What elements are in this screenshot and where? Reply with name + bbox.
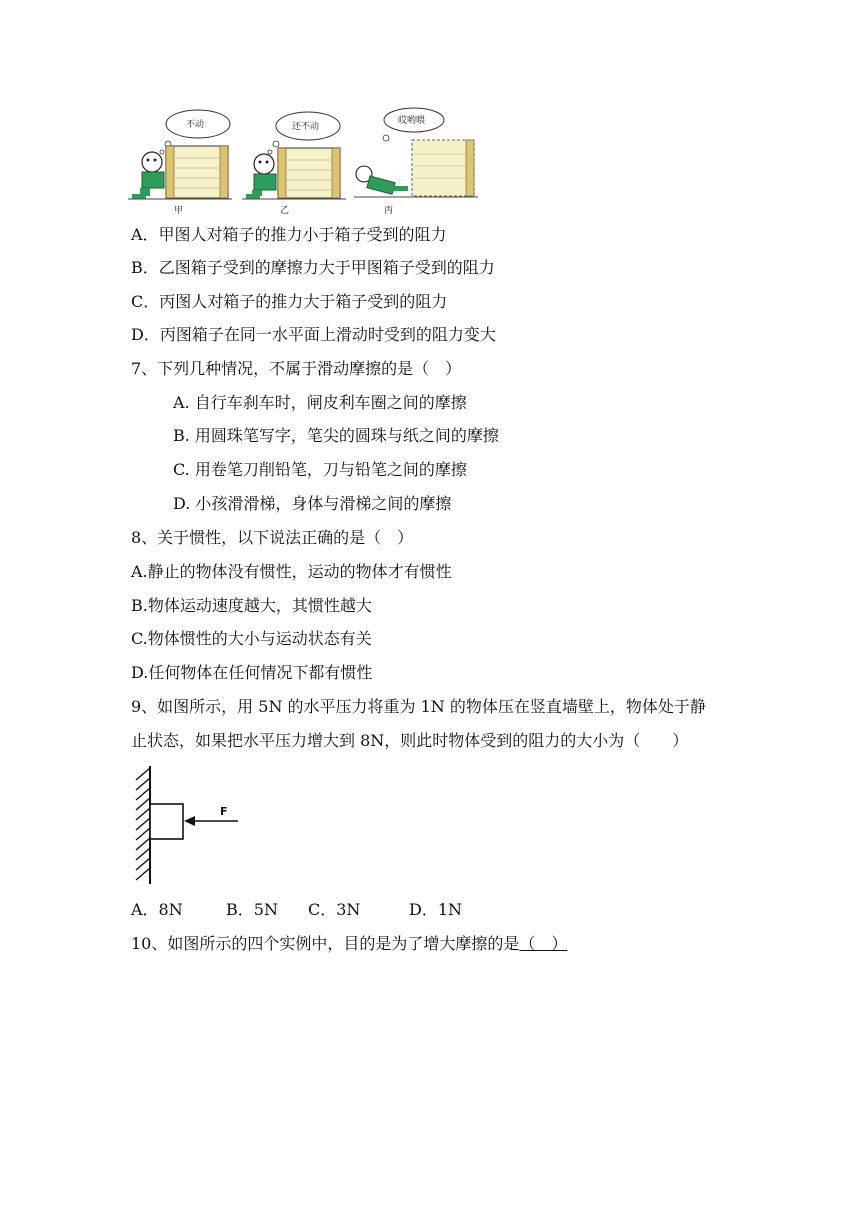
q7-option-d: D. 小孩滑滑梯，身体与滑梯之间的摩擦 bbox=[173, 494, 452, 513]
q8-stem: 8、关于惯性，以下说法正确的是（ ） bbox=[131, 528, 414, 547]
caption-yi: 乙 bbox=[280, 206, 290, 216]
q9-option-d: D．1N bbox=[409, 900, 463, 919]
q9-option-b: B．5N bbox=[226, 900, 278, 919]
q7-option-a: A. 自行车刹车时，闸皮利车圈之间的摩擦 bbox=[173, 393, 467, 412]
force-label: F bbox=[220, 805, 228, 818]
bubble-text-1: 不动 bbox=[186, 120, 205, 130]
q10-answer-blank: （ ） bbox=[519, 934, 568, 953]
q8-option-c: C.物体惯性的大小与运动状态有关 bbox=[131, 629, 372, 648]
q8-option-a: A.静止的物体没有惯性，运动的物体才有惯性 bbox=[131, 562, 452, 581]
q6-option-a: A．甲图人对箱子的推力小于箱子受到的阻力 bbox=[131, 225, 447, 244]
wall-block-figure bbox=[128, 762, 248, 890]
block bbox=[150, 804, 183, 839]
q9-stem-line2: 止状态，如果把水平压力增大到 8N，则此时物体受到的阻力的大小为（ ） bbox=[131, 731, 689, 750]
q6-option-c: C．丙图人对箱子的推力大于箱子受到的阻力 bbox=[131, 292, 448, 311]
caption-bing: 丙 bbox=[384, 206, 394, 216]
panel-jia bbox=[128, 110, 232, 216]
q6-option-b: B．乙图箱子受到的摩擦力大于甲图箱子受到的阻力 bbox=[131, 258, 495, 277]
panel-bing bbox=[354, 108, 478, 216]
q10-stem bbox=[131, 934, 567, 954]
panel-yi bbox=[242, 112, 346, 216]
caption-jia: 甲 bbox=[174, 206, 184, 216]
bubble-text-2: 还不动 bbox=[292, 122, 320, 132]
q6-option-d: D．丙图箱子在同一水平面上滑动时受到的阻力变大 bbox=[131, 325, 496, 344]
push-box-figure bbox=[128, 106, 488, 218]
q7-option-b: B. 用圆珠笔写字，笔尖的圆珠与纸之间的摩擦 bbox=[173, 426, 499, 445]
q8-option-d: D.任何物体在任何情况下都有惯性 bbox=[131, 663, 373, 682]
q9-option-a: A．8N bbox=[131, 900, 183, 919]
q8-option-b: B.物体运动速度越大，其惯性越大 bbox=[131, 596, 372, 615]
q10-stem-text: 10、如图所示的四个实例中，目的是为了增大摩擦的是 bbox=[131, 934, 520, 953]
q9-option-c: C．3N bbox=[308, 900, 361, 919]
wall-hatching bbox=[136, 768, 150, 880]
force-arrowhead bbox=[184, 816, 195, 826]
bubble-text-3: 哎哟喂 bbox=[398, 116, 426, 126]
q9-stem-line1: 9、如图所示，用 5N 的水平压力将重为 1N 的物体压在竖直墙壁上，物体处于静 bbox=[131, 697, 706, 716]
q7-stem: 7、下列几种情况，不属于滑动摩擦的是（ ） bbox=[131, 359, 462, 378]
q7-option-c: C. 用卷笔刀削铅笔，刀与铅笔之间的摩擦 bbox=[173, 460, 467, 479]
